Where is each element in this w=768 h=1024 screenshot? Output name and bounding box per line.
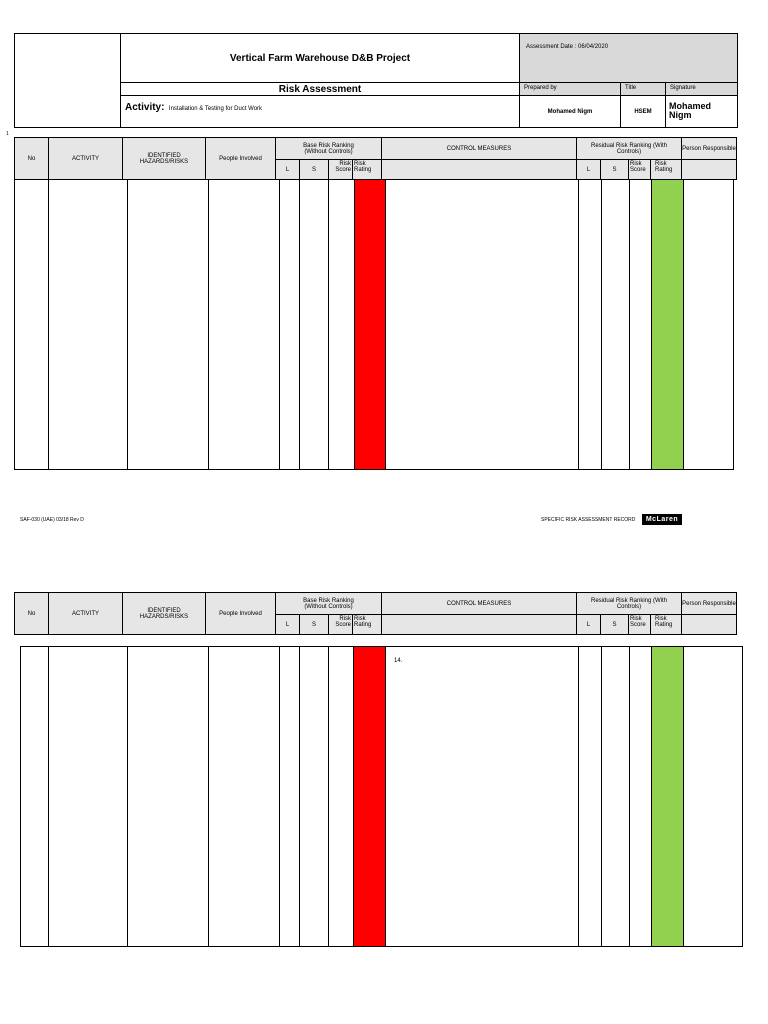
p2-header-base-l-text: L <box>285 621 290 628</box>
p2-header-base-group <box>275 592 382 615</box>
p2-body-hazards <box>127 646 209 947</box>
p2-body-activity <box>48 646 128 947</box>
p2-header-control <box>381 592 577 615</box>
p2-header-residual-group-text: Residual Risk Ranking (With Controls) <box>590 597 668 610</box>
p2-body-no <box>20 646 49 947</box>
p2-header-person-sub <box>681 614 737 635</box>
p2-header-base-l <box>275 614 300 635</box>
p2-header-res-s-text: S <box>612 621 617 628</box>
p2-body-base-rating <box>353 646 386 947</box>
p2-body-res-s <box>601 646 630 947</box>
mclaren-logo-text: McLaren <box>645 516 679 523</box>
p2-header-activity-text: ACTIVITY <box>71 610 99 617</box>
header-res-rating-text: Risk Rating <box>655 161 673 173</box>
p2-body-res-score <box>629 646 652 947</box>
p2-body-base-score <box>328 646 354 947</box>
header-base-group-text: Base Risk Ranking (Without Controls) <box>303 142 354 155</box>
p2-header-res-l <box>576 614 601 635</box>
header-people-text: People Involved <box>219 155 262 162</box>
header-residual-group-text: Residual Risk Ranking (With Controls) <box>590 142 668 155</box>
activity-label: Activity: <box>125 102 165 113</box>
p2-body-base-s <box>299 646 329 947</box>
p2-header-base-rating <box>352 614 382 635</box>
p2-header-base-score <box>328 614 353 635</box>
header-res-s-text: S <box>612 166 617 173</box>
page-marker-text: 1 <box>6 131 9 137</box>
header-base-score-text: Risk Score <box>335 161 351 173</box>
p2-header-res-score-text: Risk Score <box>630 616 646 628</box>
p2-header-hazards <box>122 592 206 635</box>
project-title-text: Vertical Farm Warehouse D&B Project <box>229 52 411 64</box>
p2-header-hazards-text: IDENTIFIED HAZARDS/RISKS <box>139 607 189 620</box>
p2-header-no-text: No <box>27 610 36 617</box>
activity-value: Installation & Testing for Duct Work <box>168 106 263 112</box>
header-base-rating-text: Risk Rating <box>354 161 372 173</box>
p2-header-activity <box>48 592 123 635</box>
header-res-l-text: L <box>586 166 591 173</box>
footer-left-text: SAF-030 (UAE) 03/18 Rev D <box>20 517 84 523</box>
footer-right-text: SPECIFIC RISK ASSESSMENT RECORD <box>541 517 636 523</box>
p2-header-residual-group <box>576 592 682 615</box>
p2-header-res-rating <box>650 614 682 635</box>
header-base-l-text: L <box>285 166 290 173</box>
header-no-text: No <box>27 155 36 162</box>
p2-header-base-rating-text: Risk Rating <box>354 616 372 628</box>
p2-body-control <box>385 646 579 947</box>
header-activity-text: ACTIVITY <box>71 155 99 162</box>
p2-body-base-l <box>279 646 300 947</box>
p2-header-person <box>681 592 737 615</box>
p2-header-res-rating-text: Risk Rating <box>655 616 673 628</box>
header-hazards-text: IDENTIFIED HAZARDS/RISKS <box>139 152 189 165</box>
header-res-score-text: Risk Score <box>630 161 646 173</box>
risk-assessment-text: Risk Assessment <box>278 83 362 95</box>
title-label-text: Title <box>625 85 637 91</box>
p2-body-res-l <box>578 646 602 947</box>
p2-header-res-score <box>628 614 651 635</box>
p2-control-text: 14. <box>394 658 403 664</box>
header-control-text: CONTROL MEASURES <box>446 145 512 152</box>
p2-header-base-score-text: Risk Score <box>335 616 351 628</box>
p2-header-people-text: People Involved <box>219 610 262 617</box>
p2-header-control-text: CONTROL MEASURES <box>446 600 512 607</box>
p2-header-base-s-text: S <box>311 621 316 628</box>
p2-body-people <box>208 646 280 947</box>
p2-header-res-l-text: L <box>586 621 591 628</box>
p2-header-people <box>205 592 276 635</box>
p2-header-base-group-text: Base Risk Ranking (Without Controls) <box>303 597 354 610</box>
p2-header-base-s <box>299 614 329 635</box>
p2-body-res-rating <box>651 646 684 947</box>
title-value-text: HSEM <box>634 108 652 115</box>
assessment-date: Assessment Date : 06/04/2020 <box>526 44 609 50</box>
prepared-by-label-text: Prepared by <box>524 85 557 91</box>
signature-value-text: Mohamed Nigm <box>669 101 712 120</box>
p2-header-person-text: Person Responsible <box>682 600 736 607</box>
p2-header-no <box>14 592 49 635</box>
signature-label-text: Signature <box>670 85 696 91</box>
header-person-text: Person Responsible <box>682 145 736 152</box>
prepared-by-value-text: Mohamed Nigm <box>547 108 593 115</box>
p2-body-person <box>683 646 743 947</box>
header-base-s-text: S <box>311 166 316 173</box>
p2-header-control-sub <box>381 614 577 635</box>
p2-header-res-s <box>600 614 629 635</box>
